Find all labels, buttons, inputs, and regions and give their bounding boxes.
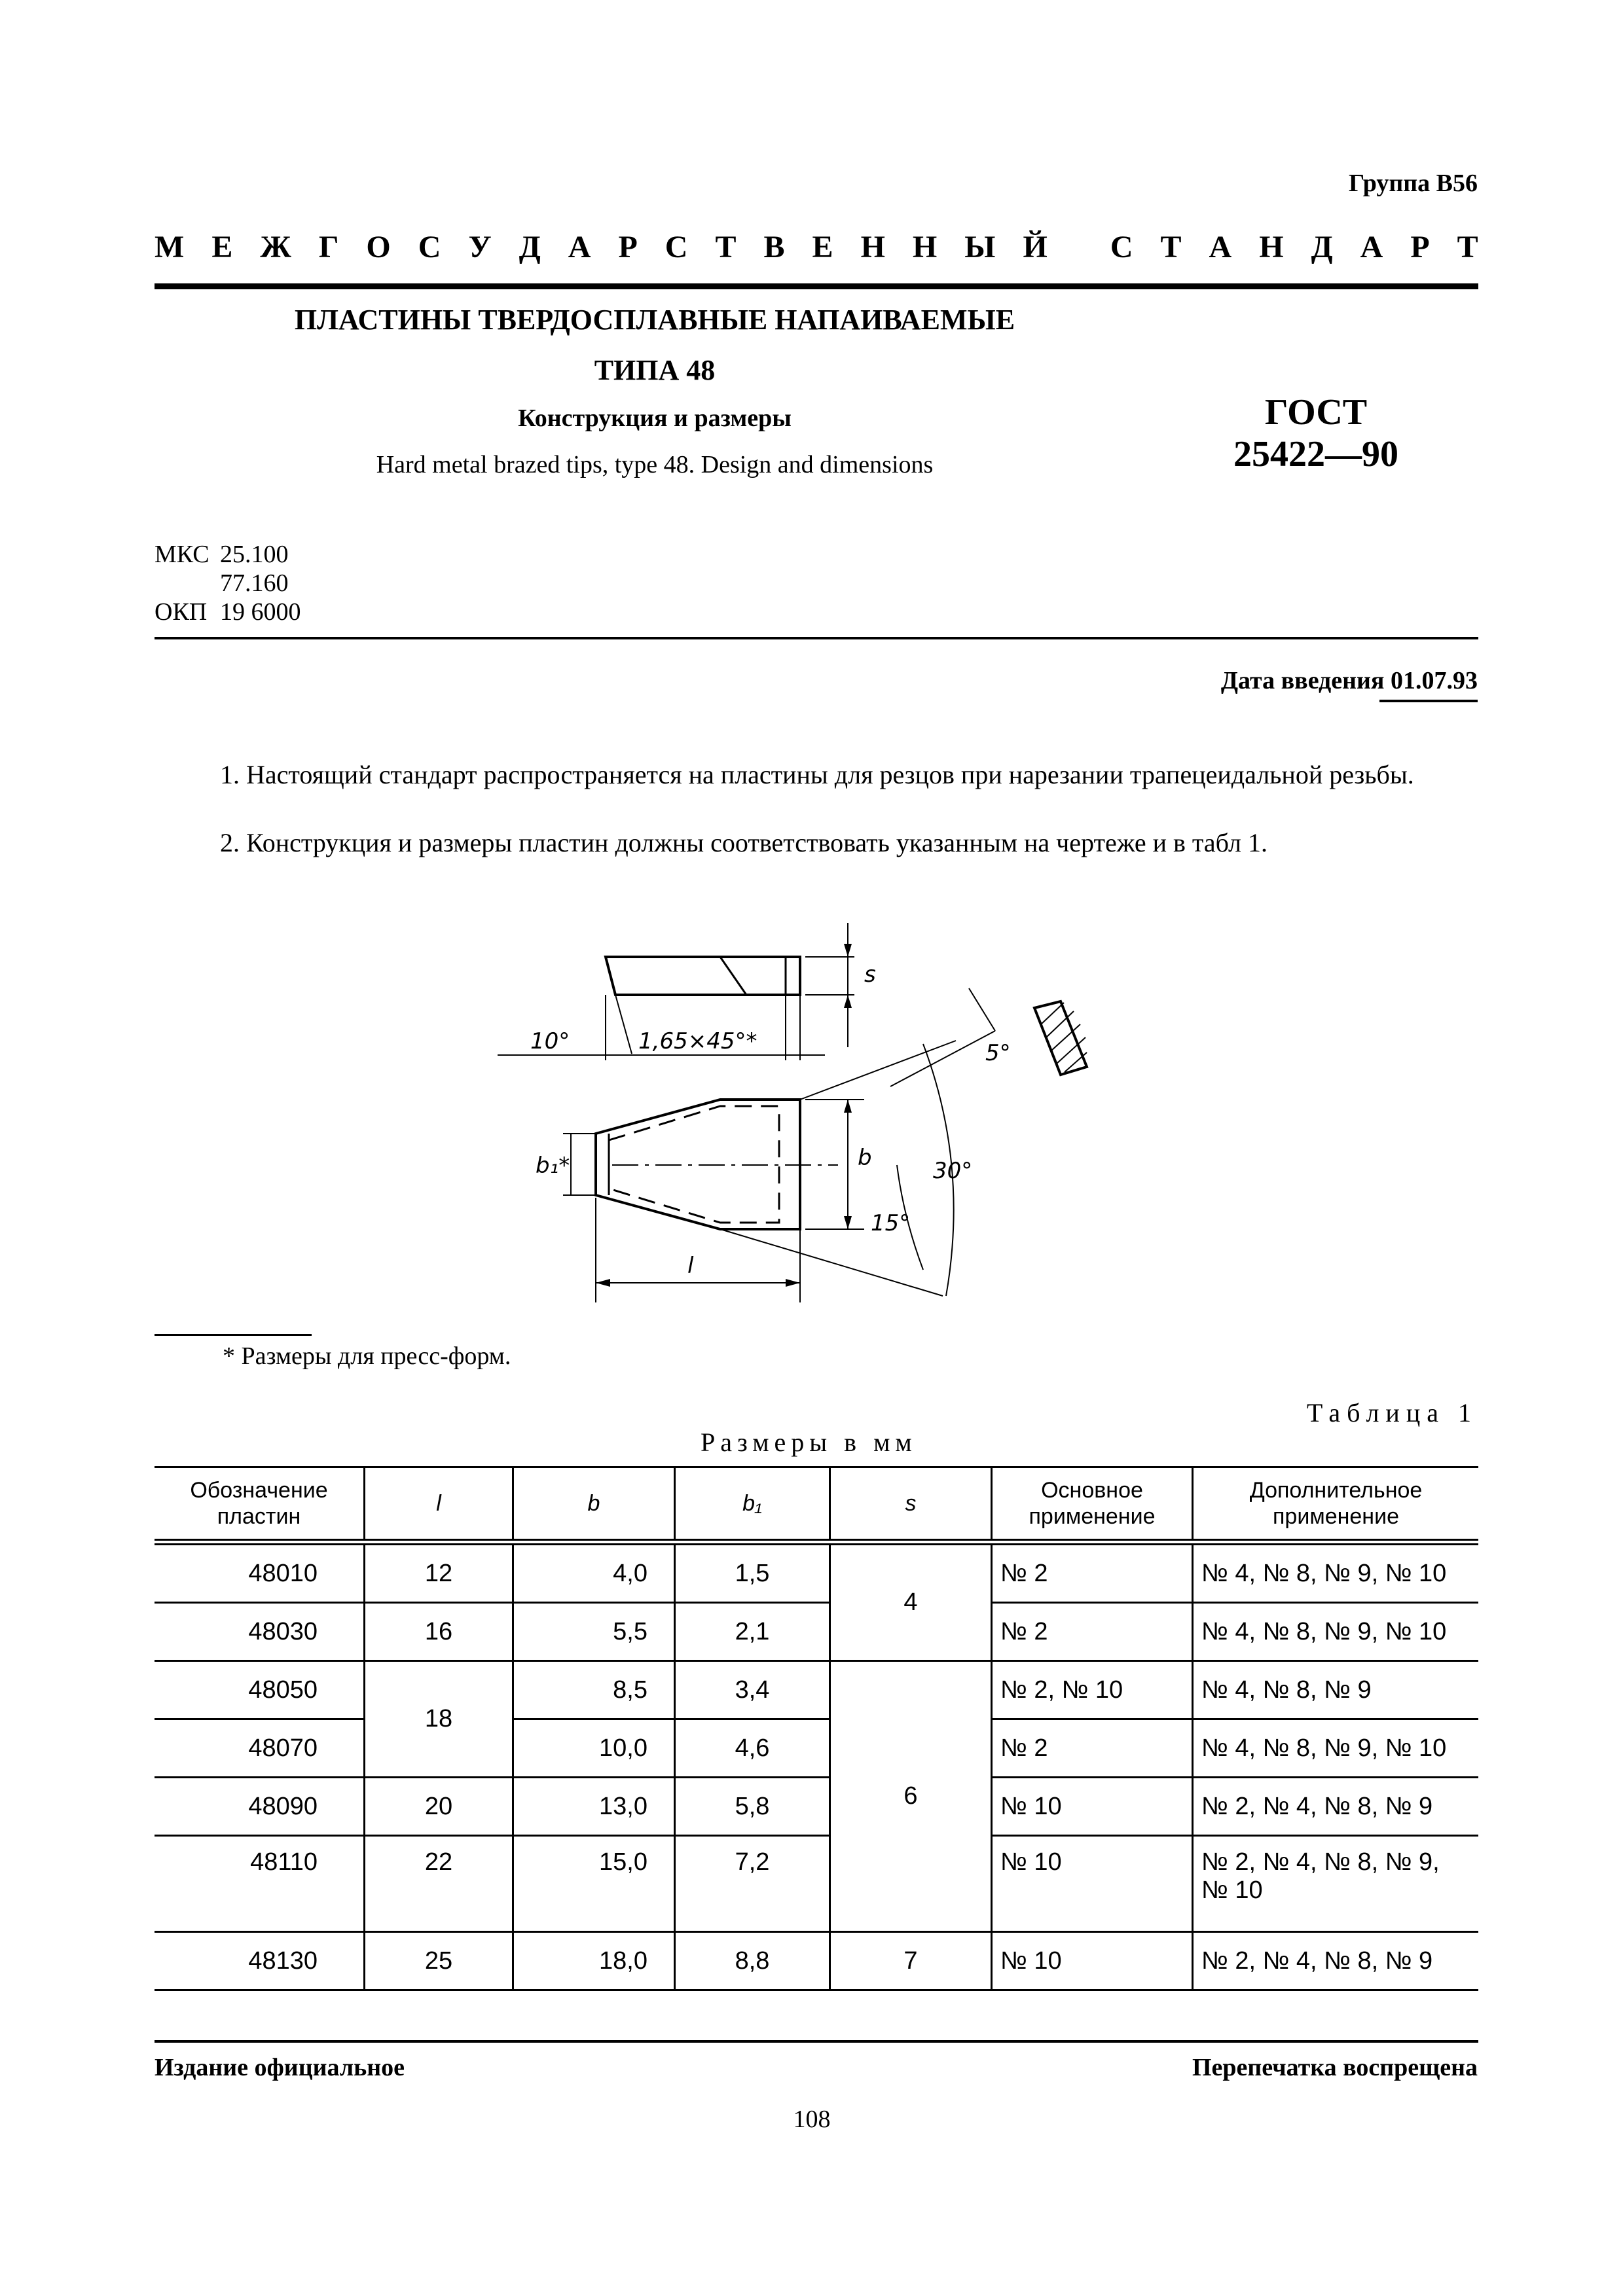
angle-5-label: 5° — [985, 1040, 1011, 1066]
heading-letter: А — [1209, 230, 1232, 264]
title-line-3: Конструкция и размеры — [518, 404, 792, 432]
cell-b: 4,0 — [513, 1542, 675, 1603]
heading-letter: С — [418, 230, 441, 264]
heading-letter: Т — [1160, 230, 1182, 264]
angle-30-label: 30° — [933, 1158, 973, 1184]
cell-b: 18,0 — [513, 1932, 675, 1990]
header-main-application: Основное применение — [992, 1467, 1193, 1543]
l-dimension-label: l — [687, 1253, 694, 1279]
table-units: Размеры в мм — [701, 1427, 917, 1457]
table-row — [155, 1778, 1478, 1836]
official-edition: Издание официальное — [155, 2054, 405, 2081]
gost-label: ГОСТ — [1264, 392, 1368, 433]
cell-b1: 5,8 — [675, 1778, 830, 1836]
heading-letter: О — [366, 230, 391, 264]
cell-b1: 4,6 — [675, 1719, 830, 1778]
cell-main: № 10 — [992, 1836, 1193, 1932]
cell-b1: 2,1 — [675, 1603, 830, 1661]
cell-main: № 2, № 10 — [992, 1661, 1193, 1719]
heading-letter: А — [1360, 230, 1383, 264]
table-row — [155, 1603, 1478, 1661]
table-row — [155, 1836, 1478, 1932]
b-dimension-label: b — [858, 1145, 872, 1171]
heading-letter: С — [1110, 230, 1133, 264]
paragraph-1: 1. Настоящий стандарт распространяется на пластины для резцов при нарезании трапецеидальной резьбы. — [220, 760, 1414, 789]
header-designation: Обозначение пластин — [155, 1467, 365, 1543]
effective-date-label: Дата введения — [1220, 667, 1385, 694]
cell-extra: № 4, № 8, № 9, № 10 — [1193, 1719, 1479, 1778]
heading-letter: Р — [1410, 230, 1430, 264]
heading-letter — [1075, 229, 1083, 265]
header-s: s — [830, 1467, 992, 1543]
cell-designation: 48010 — [155, 1542, 365, 1603]
gost-number: 25422—90 — [1233, 434, 1398, 475]
heading-letter: Р — [618, 230, 638, 264]
cell-b: 15,0 — [513, 1836, 675, 1932]
effective-date-value: 01.07.93 — [1391, 667, 1478, 694]
interstate-standard-heading — [155, 229, 1478, 265]
table-row — [155, 1719, 1478, 1778]
mks-label: МКС — [155, 541, 210, 568]
cell-main: № 10 — [992, 1778, 1193, 1836]
cell-extra: № 2, № 4, № 8, № 9 — [1193, 1778, 1479, 1836]
date-underline — [1379, 700, 1478, 702]
okp-code: 19 6000 — [220, 598, 301, 626]
cell-b: 8,5 — [513, 1661, 675, 1719]
cell-b1: 8,8 — [675, 1932, 830, 1990]
heading-letter: Н — [860, 230, 885, 264]
cell-designation: 48130 — [155, 1932, 365, 1990]
paragraph-2: 2. Конструкция и размеры пластин должны соответствовать указанным на чертеже и в табл 1. — [220, 828, 1267, 857]
cell-l: 25 — [365, 1932, 513, 1990]
tip-technical-drawing — [498, 903, 1113, 1322]
cell-main: № 2 — [992, 1542, 1193, 1603]
title-english: Hard metal brazed tips, type 48. Design and dimensions — [376, 451, 934, 478]
title-line-1: ПЛАСТИНЫ ТВЕРДОСПЛАВНЫЕ НАПАИВАЕМЫЕ — [294, 304, 1015, 336]
cell-designation: 48030 — [155, 1603, 365, 1661]
cell-b1: 3,4 — [675, 1661, 830, 1719]
cell-b: 13,0 — [513, 1778, 675, 1836]
heading-letter: Т — [1457, 230, 1478, 264]
cell-s-merged: 6 — [830, 1661, 992, 1932]
cell-l: 16 — [365, 1603, 513, 1661]
cell-main: № 2 — [992, 1719, 1193, 1778]
heading-letter: Ы — [964, 230, 996, 264]
reprint-prohibited: Перепечатка воспрещена — [1192, 2054, 1478, 2081]
cell-b1: 7,2 — [675, 1836, 830, 1932]
cell-l: 20 — [365, 1778, 513, 1836]
cell-b: 10,0 — [513, 1719, 675, 1778]
classification-codes — [155, 540, 301, 626]
effective-date — [1221, 666, 1478, 695]
heading-letter: Т — [715, 230, 737, 264]
cell-extra: № 2, № 4, № 8, № 9, № 10 — [1193, 1836, 1479, 1932]
heading-letter: Г — [318, 230, 339, 264]
cell-designation: 48050 — [155, 1661, 365, 1719]
cell-designation: 48090 — [155, 1778, 365, 1836]
heading-letter: Н — [1259, 230, 1284, 264]
cell-main: № 2 — [992, 1603, 1193, 1661]
cell-s-merged: 4 — [830, 1542, 992, 1661]
heading-letter: С — [665, 230, 688, 264]
heading-letter: М — [155, 230, 185, 264]
cell-s: 7 — [830, 1932, 992, 1990]
s-dimension-label: s — [864, 961, 876, 988]
cell-b1: 1,5 — [675, 1542, 830, 1603]
cell-designation: 48110 — [155, 1836, 365, 1932]
cell-l-merged: 18 — [365, 1661, 513, 1778]
heading-letter: Д — [1311, 230, 1333, 264]
heading-letter: В — [763, 230, 785, 264]
footnote: * Размеры для пресс-форм. — [223, 1342, 511, 1370]
codes-divider — [155, 637, 1478, 639]
header-l: l — [365, 1467, 513, 1543]
table-row — [155, 1661, 1478, 1719]
angle-15-label: 15° — [871, 1210, 911, 1236]
b1-dimension-label: b₁* — [536, 1153, 570, 1179]
page-number: 108 — [793, 2106, 831, 2133]
table-row — [155, 1932, 1478, 1990]
cell-extra: № 4, № 8, № 9, № 10 — [1193, 1542, 1479, 1603]
title-line-2: ТИПА 48 — [594, 354, 716, 386]
cell-l: 22 — [365, 1836, 513, 1932]
cell-main: № 10 — [992, 1932, 1193, 1990]
cell-l: 12 — [365, 1542, 513, 1603]
chamfer-label: 1,65×45°* — [638, 1028, 757, 1054]
cell-b: 5,5 — [513, 1603, 675, 1661]
header-extra-application: Дополнительное применение — [1193, 1467, 1479, 1543]
table-caption: Таблица 1 — [1306, 1398, 1478, 1427]
tip-side-view — [606, 957, 800, 995]
cell-extra: № 4, № 8, № 9, № 10 — [1193, 1603, 1479, 1661]
gost-designation — [1165, 391, 1467, 475]
group-code: Группа В56 — [1348, 170, 1478, 197]
angle-10-label: 10° — [530, 1028, 570, 1054]
heading-letter: Й — [1023, 230, 1048, 264]
heading-letter: У — [468, 230, 492, 264]
tip-section-view — [1034, 1001, 1087, 1075]
footnote-divider — [155, 1334, 312, 1336]
dimensions-table — [155, 1466, 1478, 1991]
heading-letter: Е — [812, 230, 833, 264]
header-divider — [155, 283, 1478, 289]
table-row — [155, 1542, 1478, 1603]
cell-designation: 48070 — [155, 1719, 365, 1778]
heading-letter: Е — [211, 230, 233, 264]
footer-divider — [155, 2040, 1478, 2043]
table-header-row — [155, 1467, 1478, 1543]
heading-letter: А — [568, 230, 591, 264]
header-b: b — [513, 1467, 675, 1543]
heading-letter: Н — [912, 230, 938, 264]
cell-extra: № 2, № 4, № 8, № 9 — [1193, 1932, 1479, 1990]
mks-code-2: 77.160 — [220, 569, 289, 597]
header-b1: b₁ — [675, 1467, 830, 1543]
cell-extra: № 4, № 8, № 9 — [1193, 1661, 1479, 1719]
heading-letter: Ж — [260, 230, 291, 264]
okp-label: ОКП — [155, 598, 208, 626]
mks-code-1: 25.100 — [220, 541, 289, 568]
heading-letter: Д — [519, 230, 541, 264]
